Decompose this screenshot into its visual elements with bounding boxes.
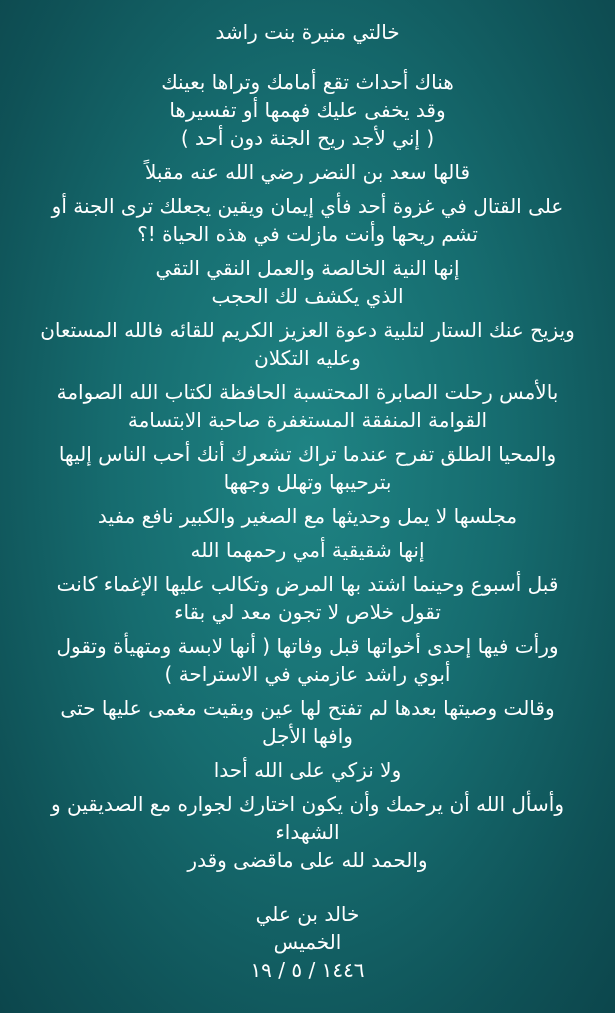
poem-line: والمحيا الطلق تفرح عندما تراك تشعرك أنك أحب الناس إليها	[58, 442, 557, 466]
poem-line: ولا نزكي على الله أحدا	[213, 758, 402, 782]
poem-line: وقالت وصيتها بعدها لم تفتح لها عين وبقيت مغمى عليها حتى	[60, 696, 555, 720]
poem-line: قالها سعد بن النضر رضي الله عنه مقبلاً	[144, 160, 471, 184]
poem-line: قبل أسبوع وحينما اشتد بها المرض وتكالب عليها الإغماء كانت	[56, 572, 559, 596]
stanza-8	[8, 502, 607, 530]
page-title: خالتي منيرة بنت راشد	[215, 20, 400, 44]
poem-line: على القتال في غزوة أحد فأي إيمان ويقين يجعلك ترى الجنة أو	[51, 194, 564, 218]
poem-line: إنها النية الخالصة والعمل النقي التقي	[155, 256, 460, 280]
stanza-10	[8, 570, 607, 626]
poem-line: وعليه التكلان	[254, 346, 361, 370]
poem-line: ( إني لأجد ريح الجنة دون أحد )	[180, 126, 435, 150]
stanza-2	[8, 158, 607, 186]
stanza-14	[8, 790, 607, 874]
stanza-9	[8, 536, 607, 564]
stanza-1	[8, 68, 607, 152]
poem-line: مجلسها لا يمل وحديثها مع الصغير والكبير نافع مفيد	[97, 504, 518, 528]
stanza-12	[8, 694, 607, 750]
poem-line: هناك أحداث تقع أمامك وتراها بعينك	[161, 70, 454, 94]
poem-line: ويزيح عنك الستار لتلبية دعوة العزيز الكريم للقائه فالله المستعان	[40, 318, 575, 342]
signature-block	[0, 900, 615, 984]
poem-line: والحمد لله على ماقضى وقدر	[187, 848, 428, 872]
poem-body	[8, 68, 607, 880]
stanza-7	[8, 440, 607, 496]
poem-line: بترحيبها وتهلل وجهها	[223, 470, 392, 494]
poem-line: وأسأل الله أن يرحمك وأن يكون اختارك لجواره مع الصديقين و	[51, 792, 564, 816]
poem-line: أبوي راشد عازمني في الاستراحة )	[164, 662, 451, 686]
stanza-5	[8, 316, 607, 372]
signature-day: الخميس	[273, 930, 342, 954]
stanza-4	[8, 254, 607, 310]
poem-line: إنها شقيقية أمي رحمهما الله	[190, 538, 425, 562]
poem-line: وقد يخفى عليك فهمها أو تفسيرها	[169, 98, 446, 122]
poem-line: الذي يكشف لك الحجب	[211, 284, 404, 308]
stanza-6	[8, 378, 607, 434]
stanza-11	[8, 632, 607, 688]
poem-line: ورأت فيها إحدى أخواتها قبل وفاتها ( أنها لابسة ومتهيأة وتقول	[56, 634, 559, 658]
author-name: خالد بن علي	[255, 902, 360, 926]
poem-line: بالأمس رحلت الصابرة المحتسبة الحافظة لكتاب الله الصوامة	[56, 380, 559, 404]
poem-line: تشم ريحها وأنت مازلت في هذه الحياة !؟	[137, 222, 478, 246]
signature-date: ١٤٤٦ / ٥ / ١٩	[250, 958, 365, 982]
poem-line: وافها الأجل	[262, 724, 353, 748]
poem-line: تقول خلاص لا تجون معد لي بقاء	[174, 600, 441, 624]
poem-line: القوامة المنفقة المستغفرة صاحبة الابتسامة	[127, 408, 488, 432]
poem-line: الشهداء	[275, 820, 340, 844]
stanza-3	[8, 192, 607, 248]
stanza-13	[8, 756, 607, 784]
